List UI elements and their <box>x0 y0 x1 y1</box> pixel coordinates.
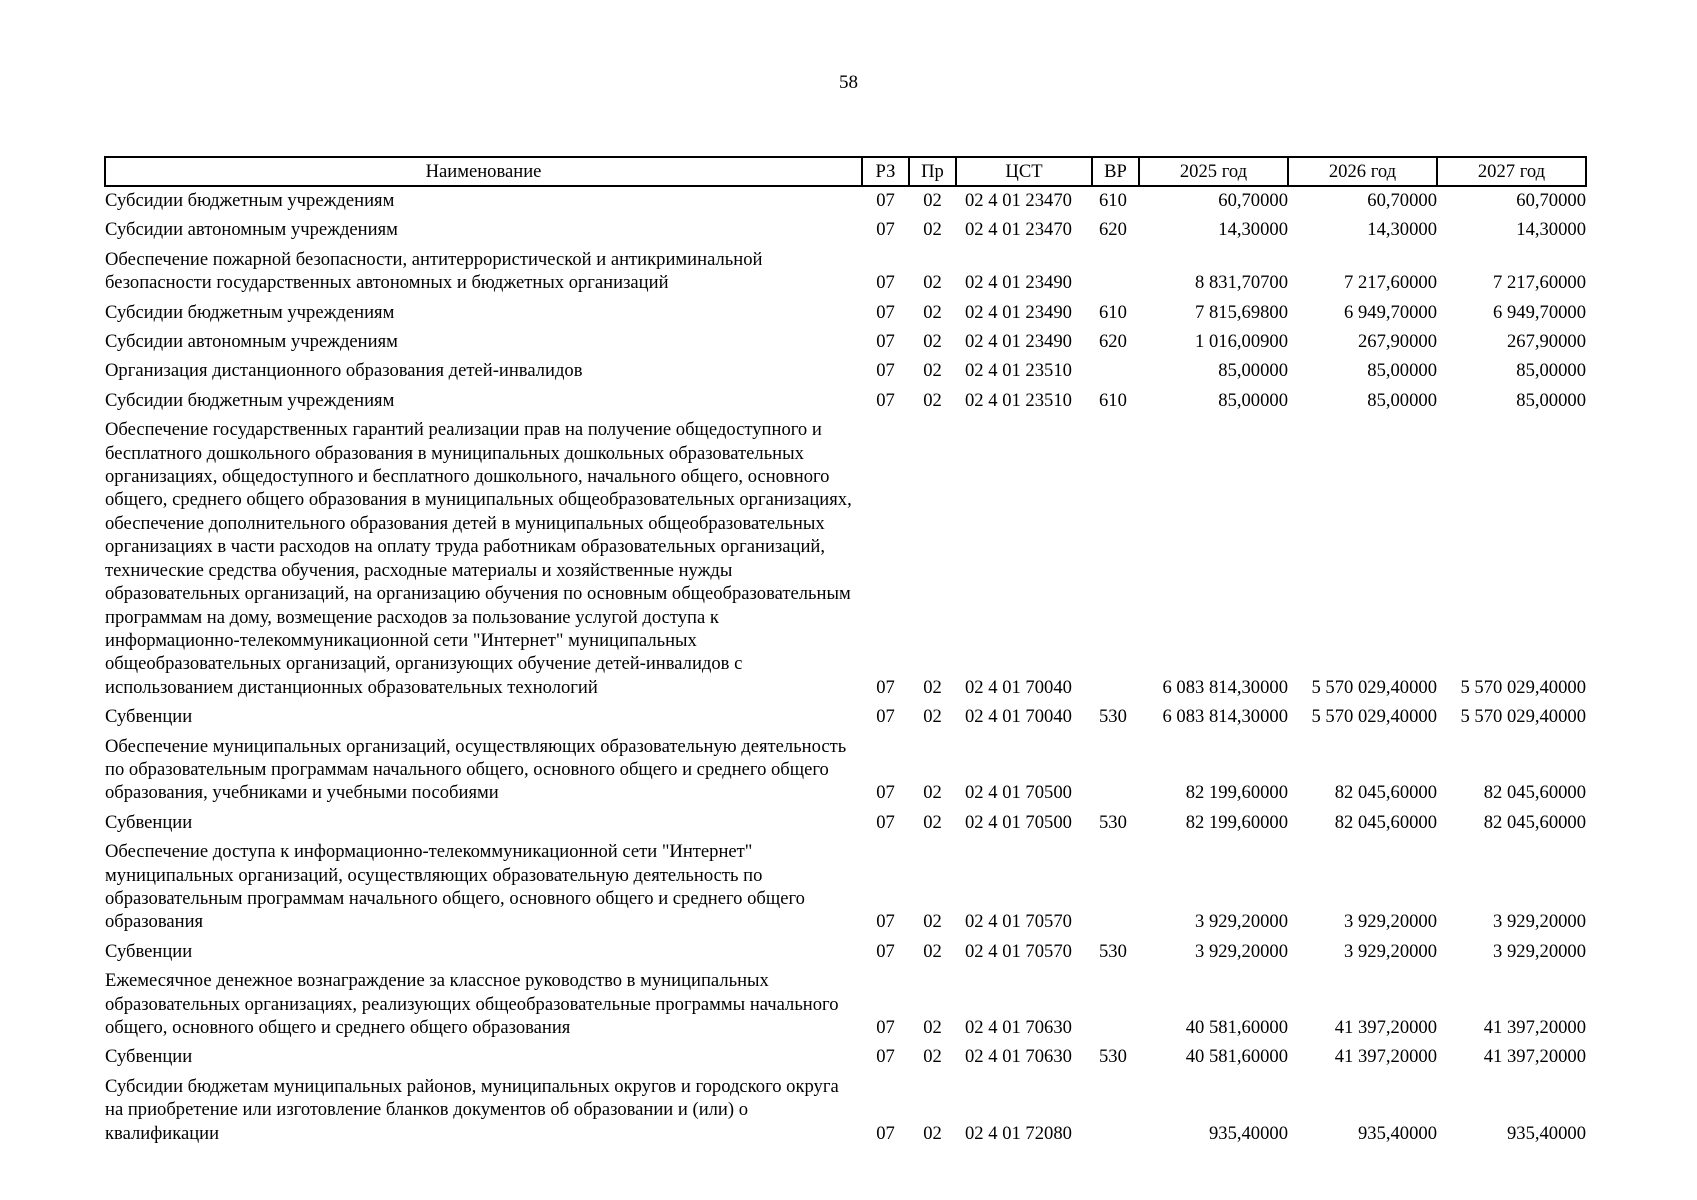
table-row <box>105 838 1586 938</box>
row-value-2025: 3 929,20000 <box>1195 940 1288 962</box>
row-vr: 620 <box>1099 331 1127 353</box>
table-row <box>105 186 1586 216</box>
row-cst: 02 4 01 70040 <box>965 676 1072 698</box>
row-cst: 02 4 01 70500 <box>965 782 1072 804</box>
row-vr: 610 <box>1099 301 1127 323</box>
row-vr <box>1092 246 1139 299</box>
row-name: Субвенции <box>105 811 193 833</box>
table-row <box>105 216 1586 245</box>
row-value-2026: 6 949,70000 <box>1344 301 1437 323</box>
row-rz: 07 <box>876 676 895 698</box>
row-rz: 07 <box>876 331 895 353</box>
row-pr: 02 <box>923 940 942 962</box>
row-cst: 02 4 01 70500 <box>965 811 1072 833</box>
row-value-2027: 5 570 029,40000 <box>1460 676 1586 698</box>
row-pr: 02 <box>923 782 942 804</box>
row-vr: 530 <box>1099 706 1127 728</box>
row-pr: 02 <box>923 360 942 382</box>
table-row <box>105 357 1586 386</box>
row-name: Обеспечение государственных гарантий реализации прав на получение общедоступного и бесплатного дошкольного образования в муниципальных дошкольных образовательных организациях, общедоступного и бесплатного дошкольного, начального общего, основного общего, среднего общего образования в муниципальных общеобразовательных организациях, обеспечение дополнительного образования детей в муниципальных общеобразовательных организациях в части расходов на оплату труда работникам образовательных организаций, технические средства обучения, расходные материалы и хозяйственные нужды образовательных организаций, на организацию обучения по основным общеобразовательным программам на дому, возмещение расходов за пользование услугой доступа к информационно-телекоммуникационной сети "Интернет" муниципальных общеобразовательных организаций, организующих обучение детей-инвалидов с использованием дистанционных образовательных технологий <box>105 419 852 698</box>
row-vr: 610 <box>1099 190 1127 211</box>
table-row <box>105 416 1586 703</box>
row-value-2027: 85,00000 <box>1516 389 1586 411</box>
table-row <box>105 1073 1586 1149</box>
row-rz: 07 <box>876 940 895 962</box>
row-vr: 530 <box>1099 811 1127 833</box>
header-name: Наименование <box>105 157 862 186</box>
row-name: Субвенции <box>105 706 193 728</box>
row-value-2027: 3 929,20000 <box>1493 940 1586 962</box>
table-row <box>105 733 1586 809</box>
row-vr: 530 <box>1099 1046 1127 1068</box>
row-value-2025: 60,70000 <box>1218 190 1288 211</box>
row-name: Субсидии автономным учреждениям <box>105 331 398 353</box>
row-vr <box>1092 357 1139 386</box>
header-2027: 2027 год <box>1437 157 1586 186</box>
row-value-2026: 3 929,20000 <box>1344 940 1437 962</box>
row-name: Субсидии бюджетным учреждениям <box>105 301 395 323</box>
row-cst: 02 4 01 23490 <box>965 301 1072 323</box>
row-value-2027: 41 397,20000 <box>1483 1046 1586 1068</box>
row-vr <box>1092 416 1139 703</box>
header-vr: ВР <box>1092 157 1139 186</box>
row-pr: 02 <box>923 706 942 728</box>
table-row <box>105 246 1586 299</box>
table-row <box>105 703 1586 732</box>
row-value-2026: 3 929,20000 <box>1344 911 1437 933</box>
row-value-2026: 82 045,60000 <box>1334 782 1437 804</box>
row-name: Субсидии бюджетным учреждениям <box>105 389 395 411</box>
table-row <box>105 1043 1586 1072</box>
header-2025: 2025 год <box>1139 157 1288 186</box>
row-pr: 02 <box>923 676 942 698</box>
row-value-2027: 14,30000 <box>1516 219 1586 241</box>
table-row <box>105 328 1586 357</box>
row-pr: 02 <box>923 190 942 211</box>
row-pr: 02 <box>923 1046 942 1068</box>
row-value-2027: 82 045,60000 <box>1483 811 1586 833</box>
row-pr: 02 <box>923 272 942 294</box>
row-vr <box>1092 967 1139 1043</box>
row-pr: 02 <box>923 301 942 323</box>
row-value-2027: 82 045,60000 <box>1483 782 1586 804</box>
row-value-2027: 6 949,70000 <box>1493 301 1586 323</box>
row-cst: 02 4 01 23510 <box>965 389 1072 411</box>
row-value-2026: 41 397,20000 <box>1334 1017 1437 1038</box>
row-vr: 620 <box>1099 219 1127 241</box>
row-value-2025: 3 929,20000 <box>1195 911 1288 933</box>
table-row <box>105 938 1586 967</box>
row-value-2027: 41 397,20000 <box>1483 1017 1586 1038</box>
header-pr: Пр <box>909 157 956 186</box>
row-cst: 02 4 01 70570 <box>965 911 1072 933</box>
table-row <box>105 299 1586 328</box>
row-rz: 07 <box>876 706 895 728</box>
row-name: Организация дистанционного образования детей-инвалидов <box>105 360 583 382</box>
row-value-2025: 85,00000 <box>1218 360 1288 382</box>
row-vr <box>1092 838 1139 938</box>
row-vr <box>1092 733 1139 809</box>
row-value-2027: 5 570 029,40000 <box>1460 706 1586 728</box>
row-value-2026: 60,70000 <box>1367 190 1437 211</box>
row-pr: 02 <box>923 811 942 833</box>
row-pr: 02 <box>923 1122 942 1144</box>
row-value-2026: 935,40000 <box>1357 1122 1437 1144</box>
row-value-2025: 935,40000 <box>1208 1122 1288 1144</box>
row-rz: 07 <box>876 1046 895 1068</box>
row-value-2026: 267,90000 <box>1357 331 1437 353</box>
budget-table <box>104 156 1587 1149</box>
row-cst: 02 4 01 70040 <box>965 706 1072 728</box>
row-pr: 02 <box>923 219 942 241</box>
row-value-2027: 3 929,20000 <box>1493 911 1586 933</box>
row-value-2026: 5 570 029,40000 <box>1311 706 1437 728</box>
row-name: Субсидии автономным учреждениям <box>105 219 398 241</box>
row-rz: 07 <box>876 360 895 382</box>
row-value-2027: 60,70000 <box>1516 190 1586 211</box>
row-value-2026: 82 045,60000 <box>1334 811 1437 833</box>
row-value-2025: 14,30000 <box>1218 219 1288 241</box>
row-value-2026: 14,30000 <box>1367 219 1437 241</box>
header-rz: РЗ <box>862 157 909 186</box>
row-vr: 610 <box>1099 389 1127 411</box>
row-cst: 02 4 01 70630 <box>965 1017 1072 1038</box>
table-row <box>105 809 1586 838</box>
row-vr <box>1092 1073 1139 1149</box>
header-2026: 2026 год <box>1288 157 1437 186</box>
row-cst: 02 4 01 70630 <box>965 1046 1072 1068</box>
row-cst: 02 4 01 23470 <box>965 219 1072 241</box>
row-name: Субсидии бюджетным учреждениям <box>105 190 395 211</box>
row-name: Обеспечение пожарной безопасности, антитеррористической и антикриминальной безопасности государственных автономных и бюджетных организаций <box>105 248 763 294</box>
row-rz: 07 <box>876 389 895 411</box>
row-name: Субвенции <box>105 940 193 962</box>
row-value-2025: 8 831,70700 <box>1195 272 1288 294</box>
row-rz: 07 <box>876 272 895 294</box>
row-value-2025: 7 815,69800 <box>1195 301 1288 323</box>
row-value-2027: 935,40000 <box>1506 1122 1586 1144</box>
row-value-2025: 40 581,60000 <box>1185 1046 1288 1068</box>
row-rz: 07 <box>876 911 895 933</box>
row-value-2027: 85,00000 <box>1516 360 1586 382</box>
row-value-2025: 6 083 814,30000 <box>1162 706 1288 728</box>
row-cst: 02 4 01 70570 <box>965 940 1072 962</box>
row-rz: 07 <box>876 190 895 211</box>
row-value-2025: 82 199,60000 <box>1185 782 1288 804</box>
row-pr: 02 <box>923 911 942 933</box>
row-rz: 07 <box>876 301 895 323</box>
row-value-2025: 6 083 814,30000 <box>1162 676 1288 698</box>
row-value-2026: 85,00000 <box>1367 360 1437 382</box>
row-value-2025: 82 199,60000 <box>1185 811 1288 833</box>
row-name: Обеспечение доступа к информационно-телекоммуникационной сети "Интернет" муниципальных организаций, осуществляющих образовательную деятельность по образовательным программам начального общего, основного общего и среднего общего образования <box>105 841 805 933</box>
row-cst: 02 4 01 23510 <box>965 360 1072 382</box>
row-name: Субвенции <box>105 1046 193 1068</box>
row-cst: 02 4 01 23470 <box>965 190 1072 211</box>
row-rz: 07 <box>876 782 895 804</box>
row-name: Ежемесячное денежное вознаграждение за классное руководство в муниципальных образовательных организациях, реализующих общеобразовательные программы начального общего, основного общего и среднего общего образования <box>105 970 839 1038</box>
row-rz: 07 <box>876 1017 895 1038</box>
page-number: 58 <box>839 72 858 93</box>
row-rz: 07 <box>876 811 895 833</box>
table-header <box>105 157 1586 186</box>
row-value-2026: 85,00000 <box>1367 389 1437 411</box>
table-body <box>105 186 1586 1149</box>
row-name: Обеспечение муниципальных организаций, осуществляющих образовательную деятельность по образовательным программам начального общего, основного общего и среднего общего образования, учебниками и учебными пособиями <box>105 735 847 804</box>
header-row <box>105 157 1586 186</box>
row-vr: 530 <box>1099 940 1127 962</box>
header-cst: ЦСТ <box>956 157 1092 186</box>
table-row <box>105 387 1586 416</box>
row-value-2027: 7 217,60000 <box>1493 272 1586 294</box>
row-cst: 02 4 01 23490 <box>965 331 1072 353</box>
row-pr: 02 <box>923 1017 942 1038</box>
row-pr: 02 <box>923 389 942 411</box>
row-cst: 02 4 01 72080 <box>965 1122 1072 1144</box>
row-value-2025: 1 016,00900 <box>1195 331 1288 353</box>
row-value-2026: 5 570 029,40000 <box>1311 676 1437 698</box>
row-rz: 07 <box>876 219 895 241</box>
row-value-2025: 40 581,60000 <box>1185 1017 1288 1038</box>
row-name: Субсидии бюджетам муниципальных районов, муниципальных округов и городского округа на приобретение или изготовление бланков документов об образовании и (или) о квалификации <box>105 1075 839 1144</box>
row-pr: 02 <box>923 331 942 353</box>
table-row <box>105 967 1586 1043</box>
row-value-2026: 41 397,20000 <box>1334 1046 1437 1068</box>
row-rz: 07 <box>876 1122 895 1144</box>
row-cst: 02 4 01 23490 <box>965 272 1072 294</box>
row-value-2026: 7 217,60000 <box>1344 272 1437 294</box>
row-value-2027: 267,90000 <box>1506 331 1586 353</box>
row-value-2025: 85,00000 <box>1218 389 1288 411</box>
